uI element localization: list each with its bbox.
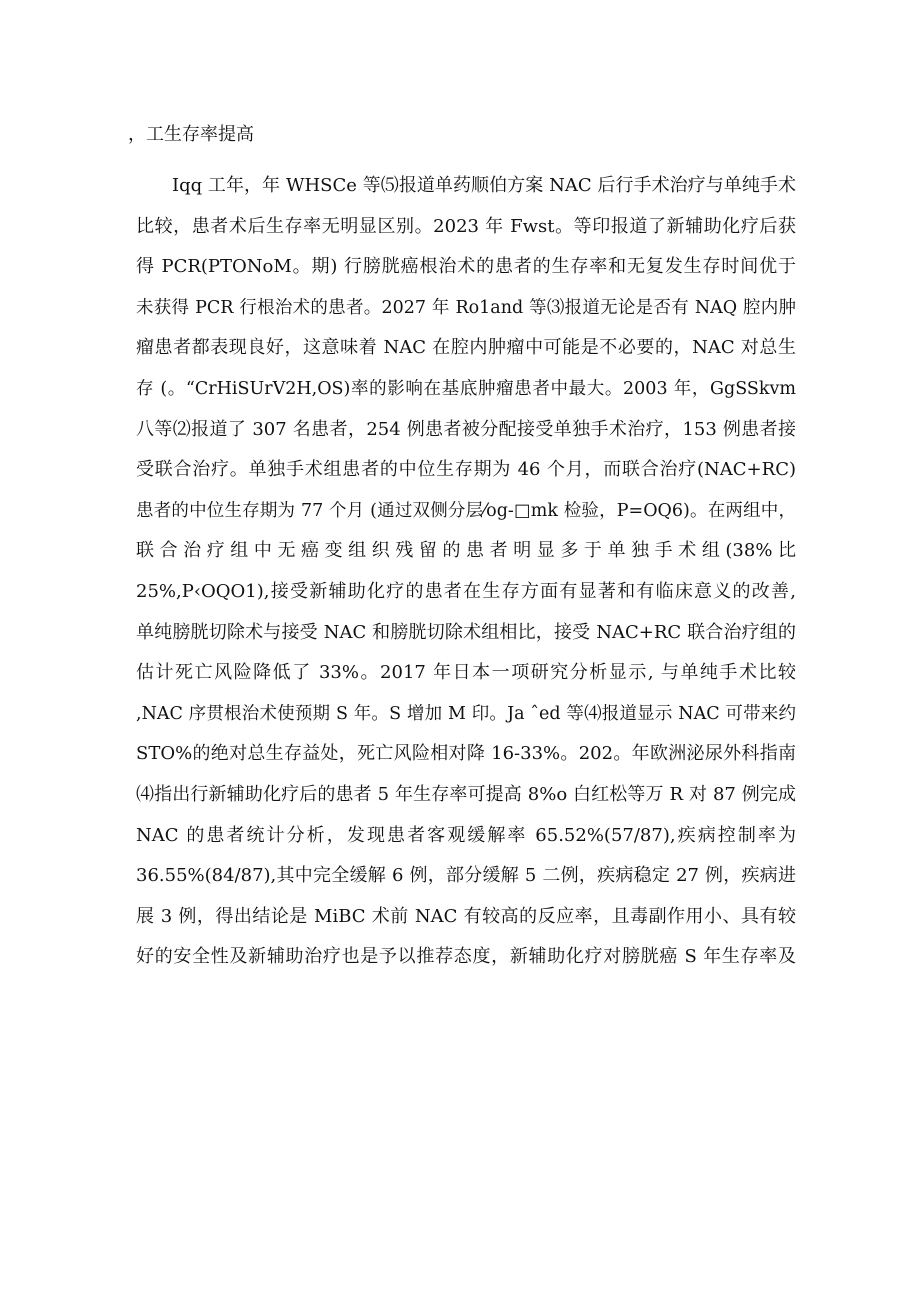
text-line: 患者的中位生存期为 77 个月 (通过双侧分层⁄og-□mk 检验，P=OQ6)。在两组中， bbox=[136, 500, 796, 521]
text-line: NAC 的患者统计分析，发现患者客观缓解率 65.52%(57/87),疾病控制率为 bbox=[136, 824, 796, 846]
text-line: Iqq 工年，年 WHSCe 等⑸报道单药顺伯方案 NAC 后行手术治疗与单纯手术 bbox=[172, 175, 796, 196]
text-line: 联合治疗组中无癌变组织残留的患者明显多于单独手术组(38%比 bbox=[136, 540, 796, 562]
text-line: STO%的绝对总生存益处，死亡风险相对降 16-33%。202。年欧洲泌尿外科指南 bbox=[136, 743, 796, 765]
text-line: 八等⑵报道了 307 名患者，254 例患者被分配接受单独手术治疗，153 例患者接 bbox=[136, 418, 796, 440]
text-line: 展 3 例，得出结论是 MiBC 术前 NAC 有较高的反应率，且毒副作用小、具有较 bbox=[136, 905, 796, 927]
text-line: 好的安全性及新辅助治疗也是予以推荐态度，新辅助化疗对膀胱癌 S 年生存率及 bbox=[136, 946, 796, 968]
text-line: 估计死亡风险降低了 33%。2017 年日本一项研究分析显示, 与单纯手术比较 bbox=[136, 662, 796, 684]
text-line: 瘤患者都表现良好，这意味着 NAC 在腔内肿瘤中可能是不必要的，NAC 对总生 bbox=[136, 337, 796, 359]
text-line: ,NAC 序贯根治术使预期 S 年。S 增加 M 印。Ja ˆed 等⑷报道显示 NAC 可带来约 bbox=[136, 703, 796, 724]
text-line: 36.55%(84/87),其中完全缓解 6 例，部分缓解 5 二例，疾病稳定 27 例，疾病进 bbox=[136, 865, 796, 887]
text-line: 得 PCR(PTONoM。期) 行膀胱癌根治术的患者的生存率和无复发生存时间优于 bbox=[136, 256, 796, 278]
text-line: 比较，患者术后生存率无明显区别。2023 年 Fwst。等印报道了新辅助化疗后获 bbox=[136, 215, 796, 237]
section-heading: ，工生存率提高 bbox=[128, 124, 254, 145]
text-line: 受联合治疗。单独手术组患者的中位生存期为 46 个月，而联合治疗(NAC+RC) bbox=[136, 459, 796, 481]
text-line: ⑷指出行新辅助化疗后的患者 5 年生存率可提高 8%o 白红松等万 R 对 87 例完成 bbox=[136, 783, 796, 805]
text-line: 25%,P‹OQO1),接受新辅助化疗的患者在生存方面有显著和有临床意义的改善, bbox=[136, 580, 796, 602]
text-line: 单纯膀胱切除术与接受 NAC 和膀胱切除术组相比，接受 NAC+RC 联合治疗组的 bbox=[136, 621, 796, 643]
text-line: 存 (。“CrHiSUrV2H,OS)率的影响在基底肿瘤患者中最大。2003 年，GgSSkvm bbox=[136, 378, 796, 399]
body-paragraph bbox=[136, 166, 796, 978]
text-line: 未获得 PCR 行根治术的患者。2027 年 Ro1and 等⑶报道无论是否有 NAQ 腔内肿 bbox=[136, 297, 796, 318]
